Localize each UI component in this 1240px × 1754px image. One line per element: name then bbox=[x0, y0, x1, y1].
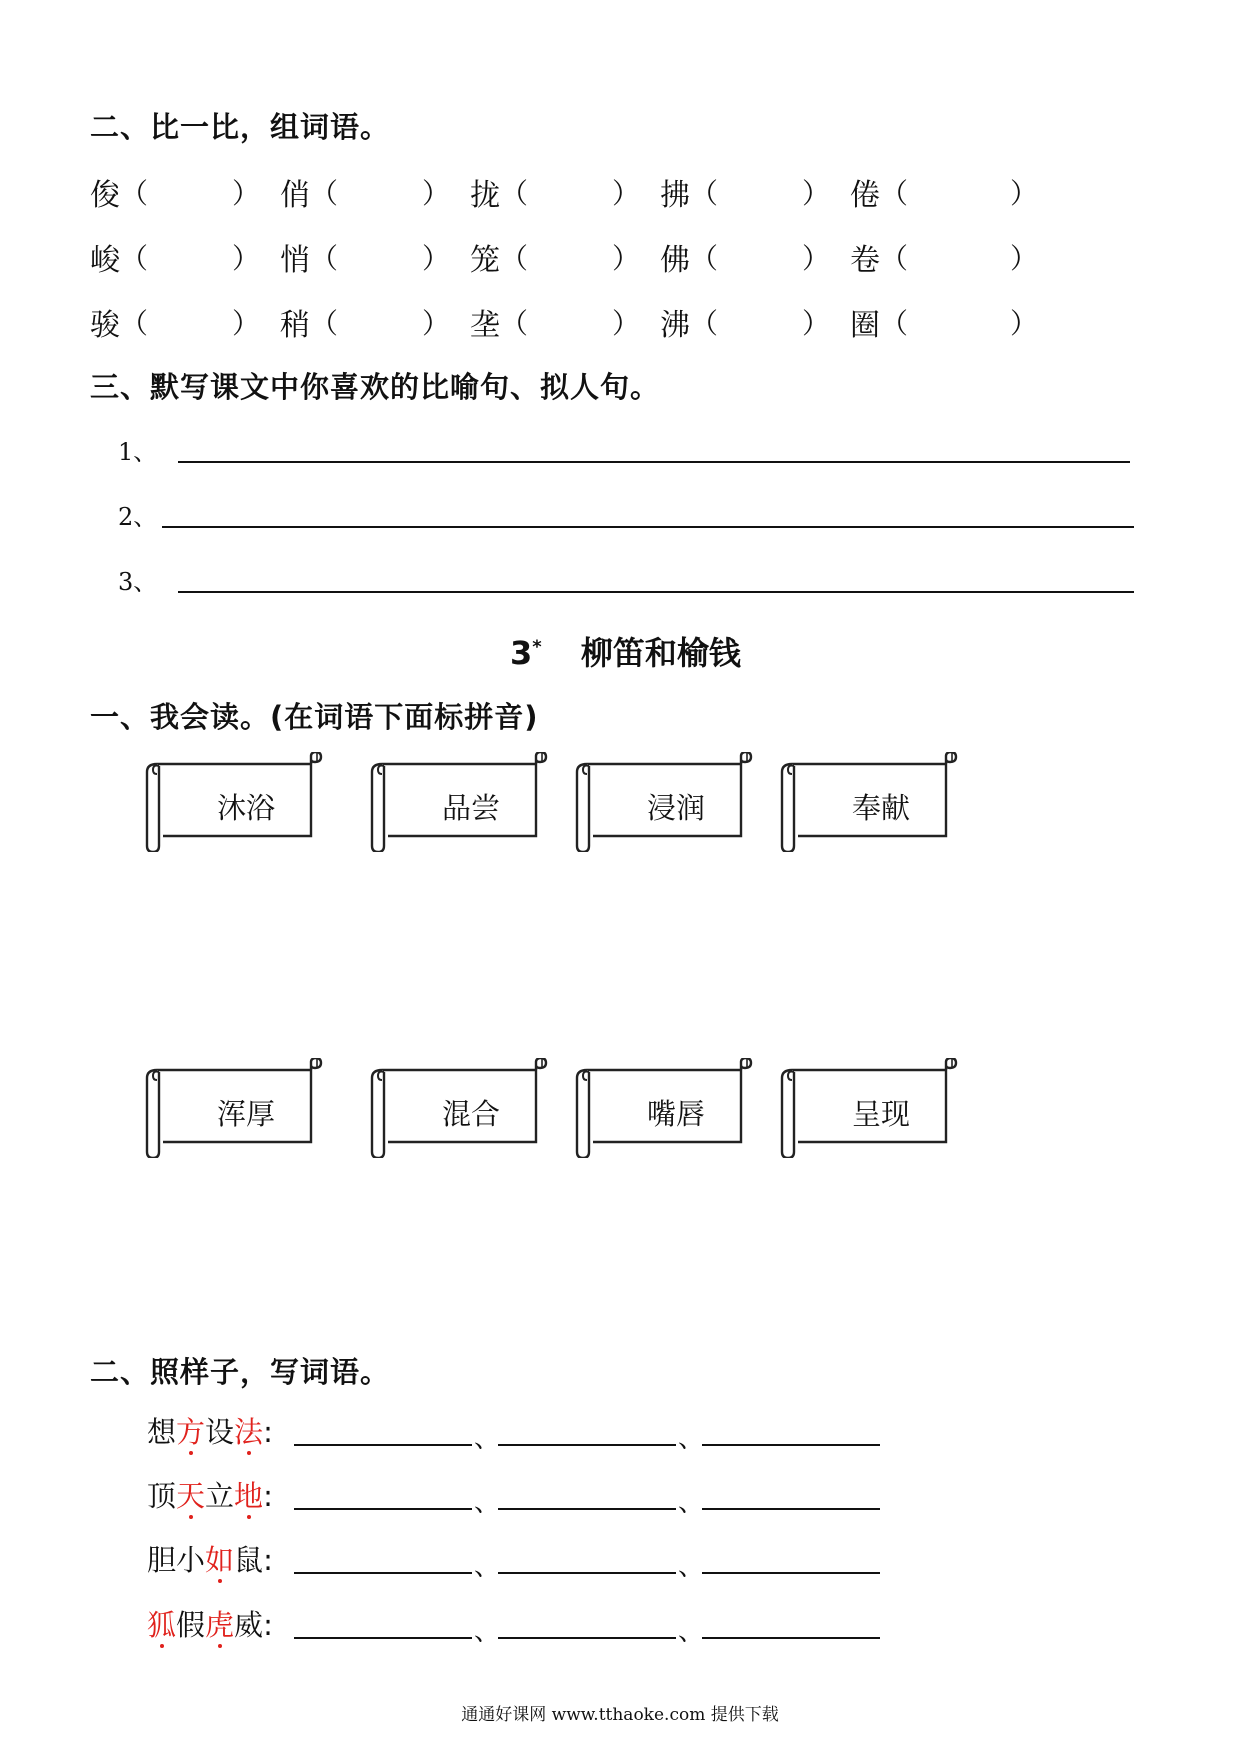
compare-char: 稍 bbox=[280, 308, 310, 343]
compare-char: 圈 bbox=[850, 308, 880, 343]
answer-blank[interactable] bbox=[152, 235, 238, 271]
answer-blank[interactable] bbox=[912, 170, 1008, 206]
paren-close: ） bbox=[612, 242, 641, 275]
idiom-example bbox=[147, 1538, 273, 1579]
scroll-word: 嘴唇 bbox=[646, 1097, 705, 1131]
lesson-number: 3 bbox=[510, 634, 533, 672]
paren-open: （ bbox=[310, 177, 339, 210]
answer-blank[interactable] bbox=[342, 300, 428, 336]
idiom-char-highlighted: 天 bbox=[176, 1479, 206, 1513]
idiom-char-highlighted: 如 bbox=[205, 1543, 235, 1577]
compare-char: 拂 bbox=[660, 178, 690, 213]
scroll-card bbox=[143, 1058, 323, 1158]
paren-close: ） bbox=[232, 307, 261, 340]
idiom-char: 设 bbox=[205, 1415, 235, 1449]
answer-blank[interactable] bbox=[912, 235, 1008, 271]
section-heading-read: 一、我会读。(在词语下面标拼音) bbox=[90, 700, 539, 734]
scroll-card bbox=[143, 752, 323, 852]
idiom-answer-line[interactable] bbox=[702, 1572, 880, 1574]
compare-char: 卷 bbox=[850, 243, 880, 278]
paren-open: （ bbox=[120, 307, 149, 340]
idiom-char-highlighted: 地 bbox=[234, 1479, 264, 1513]
answer-blank[interactable] bbox=[722, 235, 808, 271]
idiom-separator: 、 bbox=[678, 1552, 705, 1582]
idiom-separator: 、 bbox=[678, 1617, 705, 1647]
compare-char: 俊 bbox=[90, 178, 120, 213]
paren-open: （ bbox=[690, 242, 719, 275]
idiom-answer-line[interactable] bbox=[498, 1572, 676, 1574]
scroll-word: 浑厚 bbox=[216, 1097, 275, 1131]
paren-open: （ bbox=[880, 307, 909, 340]
paren-open: （ bbox=[310, 242, 339, 275]
idiom-separator: 、 bbox=[474, 1617, 501, 1647]
idiom-answer-line[interactable] bbox=[702, 1508, 880, 1510]
footer-source: 通通好课网 www.tthaoke.com 提供下载 bbox=[461, 1705, 779, 1725]
paren-close: ） bbox=[232, 177, 261, 210]
compare-char: 俏 bbox=[280, 178, 310, 213]
idiom-example bbox=[147, 1474, 273, 1515]
paren-close: ） bbox=[422, 307, 451, 340]
idiom-answer-line[interactable] bbox=[498, 1444, 676, 1446]
idiom-colon: : bbox=[263, 1608, 273, 1642]
paren-close: ） bbox=[422, 177, 451, 210]
idiom-example bbox=[147, 1603, 273, 1644]
compare-char: 拢 bbox=[470, 178, 500, 213]
answer-blank[interactable] bbox=[342, 235, 428, 271]
idiom-colon: : bbox=[263, 1543, 273, 1577]
idiom-char-highlighted: 虎 bbox=[205, 1608, 235, 1642]
idiom-answer-line[interactable] bbox=[294, 1637, 472, 1639]
paren-close: ） bbox=[1010, 242, 1039, 275]
idiom-separator: 、 bbox=[474, 1424, 501, 1454]
scroll-word: 混合 bbox=[441, 1097, 500, 1131]
paren-open: （ bbox=[120, 242, 149, 275]
scroll-card bbox=[778, 752, 958, 852]
idiom-example bbox=[147, 1410, 273, 1451]
paren-close: ） bbox=[422, 242, 451, 275]
idiom-char: 假 bbox=[176, 1608, 206, 1642]
idiom-answer-line[interactable] bbox=[498, 1637, 676, 1639]
idiom-answer-line[interactable] bbox=[498, 1508, 676, 1510]
paren-open: （ bbox=[880, 242, 909, 275]
compare-char: 倦 bbox=[850, 178, 880, 213]
idiom-separator: 、 bbox=[678, 1488, 705, 1518]
paren-open: （ bbox=[500, 307, 529, 340]
compare-char: 悄 bbox=[280, 243, 310, 278]
paren-close: ） bbox=[802, 307, 831, 340]
answer-blank[interactable] bbox=[722, 170, 808, 206]
idiom-colon: : bbox=[263, 1415, 273, 1449]
idiom-char: 立 bbox=[205, 1479, 235, 1513]
section-heading-pattern: 二、照样子，写词语。 bbox=[90, 1355, 391, 1389]
compare-char: 骏 bbox=[90, 308, 120, 343]
dictation-line-3[interactable] bbox=[178, 591, 1134, 593]
idiom-answer-line[interactable] bbox=[702, 1444, 880, 1446]
answer-blank[interactable] bbox=[152, 170, 238, 206]
idiom-char: 想 bbox=[147, 1415, 177, 1449]
idiom-answer-line[interactable] bbox=[702, 1637, 880, 1639]
paren-close: ） bbox=[802, 242, 831, 275]
answer-blank[interactable] bbox=[342, 170, 428, 206]
paren-close: ） bbox=[612, 177, 641, 210]
idiom-answer-line[interactable] bbox=[294, 1444, 472, 1446]
answer-blank[interactable] bbox=[532, 235, 618, 271]
scroll-card bbox=[368, 1058, 548, 1158]
compare-char: 笼 bbox=[470, 243, 500, 278]
answer-blank[interactable] bbox=[532, 170, 618, 206]
idiom-char-highlighted: 狐 bbox=[147, 1608, 177, 1642]
scroll-card bbox=[573, 1058, 753, 1158]
paren-open: （ bbox=[500, 177, 529, 210]
compare-char: 峻 bbox=[90, 243, 120, 278]
scroll-card bbox=[573, 752, 753, 852]
answer-blank[interactable] bbox=[912, 300, 1008, 336]
lesson-star: * bbox=[532, 636, 542, 658]
scroll-card bbox=[368, 752, 548, 852]
idiom-char-highlighted: 方 bbox=[176, 1415, 206, 1449]
scroll-word: 沐浴 bbox=[216, 791, 275, 825]
scroll-word: 品尝 bbox=[441, 791, 500, 825]
scroll-word: 呈现 bbox=[851, 1097, 910, 1131]
lesson-name: 柳笛和榆钱 bbox=[580, 634, 741, 672]
idiom-separator: 、 bbox=[474, 1488, 501, 1518]
idiom-char-highlighted: 法 bbox=[234, 1415, 264, 1449]
dictation-number-3: 3、 bbox=[118, 568, 158, 596]
lesson-title bbox=[510, 628, 741, 674]
paren-open: （ bbox=[500, 242, 529, 275]
paren-close: ） bbox=[802, 177, 831, 210]
paren-open: （ bbox=[310, 307, 339, 340]
answer-blank[interactable] bbox=[532, 300, 618, 336]
idiom-char: 顶 bbox=[147, 1479, 177, 1513]
dictation-line-2[interactable] bbox=[162, 526, 1134, 528]
dictation-number-2: 2、 bbox=[118, 503, 158, 531]
paren-open: （ bbox=[120, 177, 149, 210]
section-heading-compare: 二、比一比，组词语。 bbox=[90, 110, 391, 144]
paren-open: （ bbox=[690, 177, 719, 210]
scroll-card bbox=[778, 1058, 958, 1158]
dictation-number-1: 1、 bbox=[118, 438, 158, 466]
scroll-word: 浸润 bbox=[646, 791, 705, 825]
paren-close: ） bbox=[1010, 177, 1039, 210]
paren-close: ） bbox=[612, 307, 641, 340]
paren-close: ） bbox=[1010, 307, 1039, 340]
idiom-char: 小 bbox=[176, 1543, 206, 1577]
idiom-separator: 、 bbox=[678, 1424, 705, 1454]
idiom-char: 胆 bbox=[147, 1543, 177, 1577]
compare-char: 垄 bbox=[470, 308, 500, 343]
idiom-char: 威 bbox=[234, 1608, 264, 1642]
idiom-answer-line[interactable] bbox=[294, 1572, 472, 1574]
scroll-word: 奉献 bbox=[851, 791, 910, 825]
compare-char: 沸 bbox=[660, 308, 690, 343]
paren-open: （ bbox=[880, 177, 909, 210]
answer-blank[interactable] bbox=[152, 300, 238, 336]
idiom-separator: 、 bbox=[474, 1552, 501, 1582]
dictation-line-1[interactable] bbox=[178, 461, 1130, 463]
paren-open: （ bbox=[690, 307, 719, 340]
compare-char: 佛 bbox=[660, 243, 690, 278]
idiom-char: 鼠 bbox=[234, 1543, 264, 1577]
idiom-colon: : bbox=[263, 1479, 273, 1513]
idiom-answer-line[interactable] bbox=[294, 1508, 472, 1510]
section-heading-dictation: 三、默写课文中你喜欢的比喻句、拟人句。 bbox=[90, 370, 661, 404]
answer-blank[interactable] bbox=[722, 300, 808, 336]
paren-close: ） bbox=[232, 242, 261, 275]
